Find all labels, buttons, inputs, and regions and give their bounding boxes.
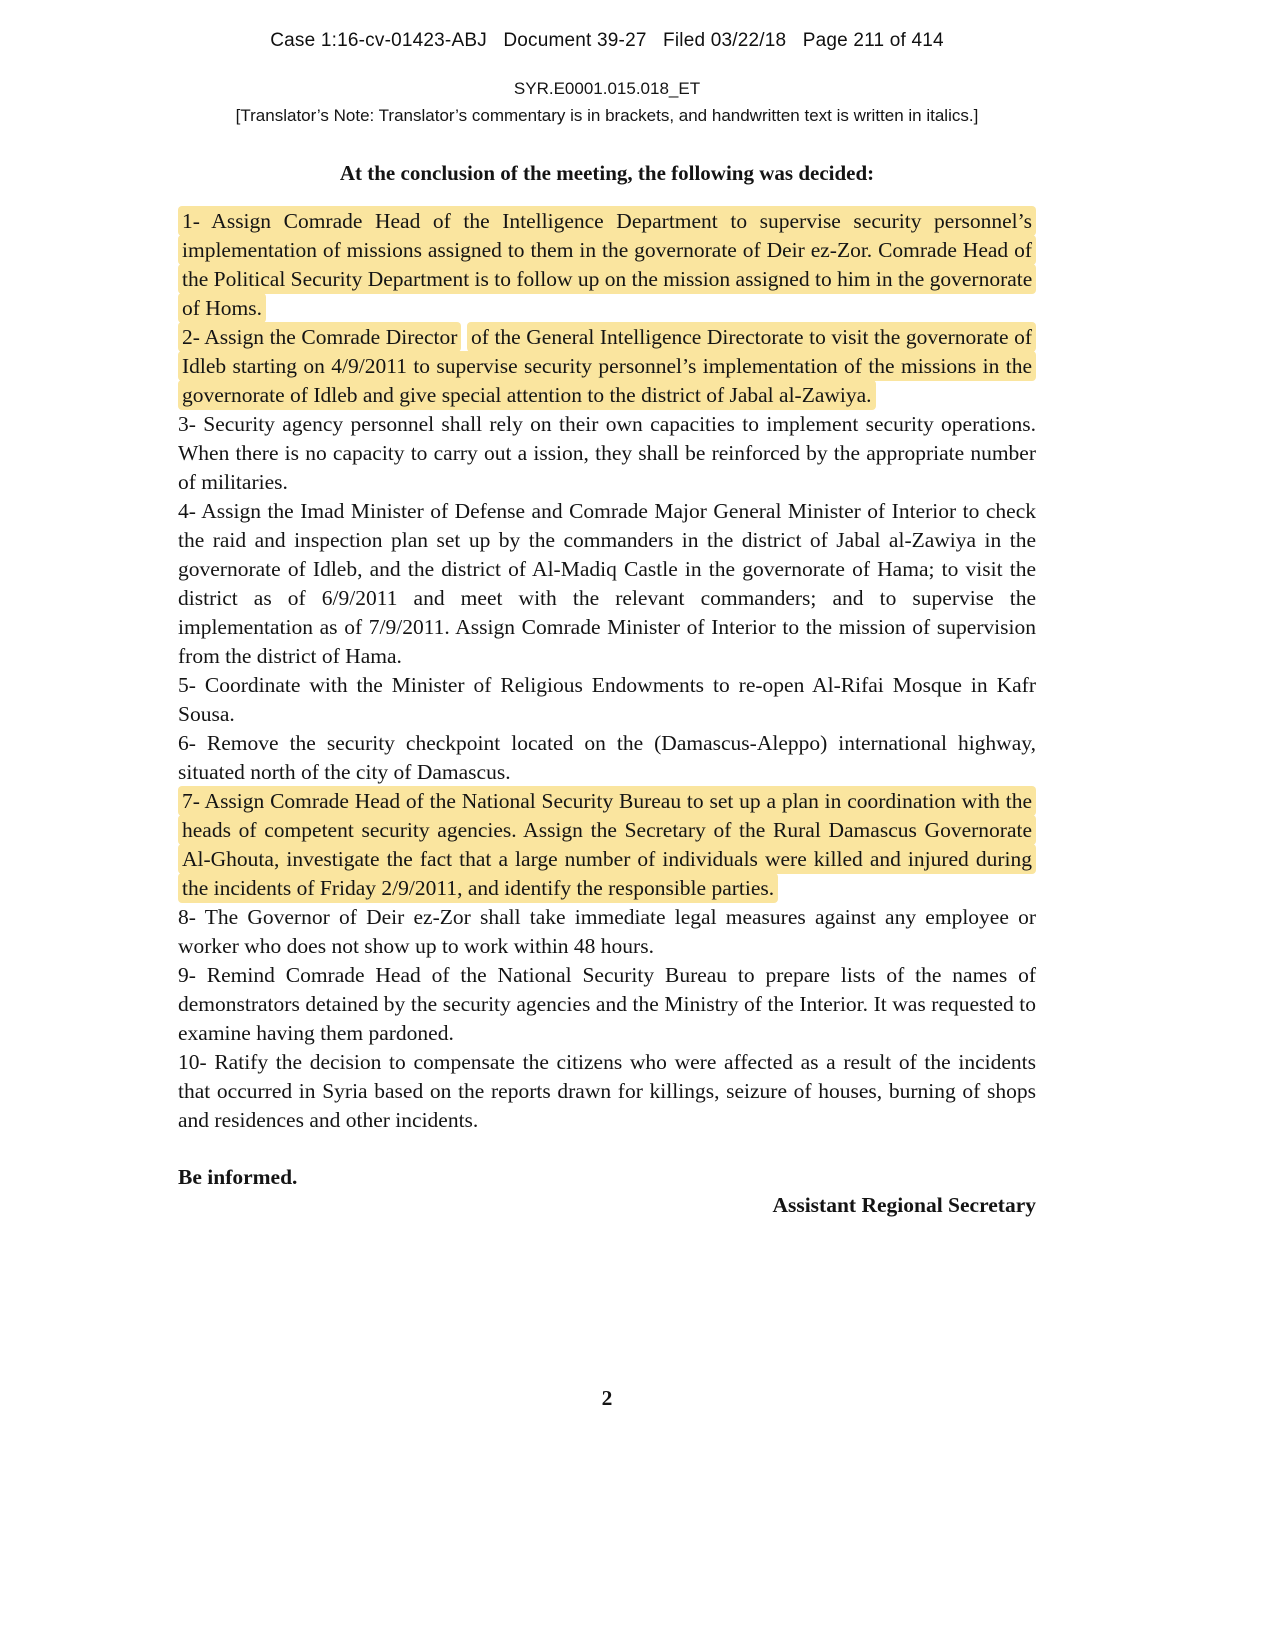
page-header: [178, 30, 1036, 129]
highlighted-text: 1- Assign Comrade Head of the Intelligence Department to supervise security personnel’s implementation of missions assigned to them in the governorate of Deir ez-Zor. Comrade Head of the Political Security Department is to follow up on the mission assigned to him in the governorate of Homs.: [178, 206, 1036, 323]
decision-list: [178, 207, 1036, 1135]
body-text: 3- Security agency personnel shall rely on their own capacities to implement security operations. When there is no capacity to carry out a ission, they shall be reinforced by the appropriate number of militaries.: [178, 412, 1036, 494]
body-text: 4- Assign the Imad Minister of Defense and Comrade Major General Minister of Interior to check the raid and inspection plan set up by the commanders in the district of Jabal al-Zawiya in the governorate of Idleb, and the district of Al-Madiq Castle in the governorate of Hama; to visit the district as of 6/9/2011 and meet with the relevant commanders; and to supervise the implementation as of 7/9/2011. Assign Comrade Minister of Interior to the mission of supervision from the district of Hama.: [178, 499, 1036, 668]
body-text: 5- Coordinate with the Minister of Religious Endowments to re-open Al-Rifai Mosque in Kafr Sousa.: [178, 673, 1036, 726]
highlighted-text: of the General Intelligence Directorate to visit the governorate of Idleb starting on 4/9/2011 to supervise security personnel’s implementation of the missions in the governorate of Idleb and give special attention to the district of Jabal al-Zawiya.: [178, 322, 1036, 410]
decision-item-5: [178, 671, 1036, 729]
signature-title: Assistant Regional Secretary: [772, 1193, 1036, 1217]
body-text: 9- Remind Comrade Head of the National Security Bureau to prepare lists of the names of demonstrators detained by the security agencies and the Ministry of the Interior. It was requested to examine having them pardoned.: [178, 963, 1036, 1045]
decision-item-2: [178, 323, 1036, 410]
highlighted-text: 2- Assign the Comrade Director: [178, 322, 461, 352]
decision-item-9: [178, 961, 1036, 1048]
translator-note: [Translator’s Note: Translator’s commentary is in brackets, and handwritten text is written in italics.]: [235, 106, 979, 125]
decision-item-10: [178, 1048, 1036, 1135]
highlighted-text: 7- Assign Comrade Head of the National Security Bureau to set up a plan in coordination with the heads of competent security agencies. Assign the Secretary of the Rural Damascus Governorate Al-Ghouta, investigate the fact that a large number of individuals were killed and injured during the incidents of Friday 2/9/2011, and identify the responsible parties.: [178, 786, 1036, 903]
decision-item-1: [178, 207, 1036, 323]
decision-item-7: [178, 787, 1036, 903]
decision-item-6: [178, 729, 1036, 787]
section-heading: At the conclusion of the meeting, the following was decided:: [339, 161, 875, 185]
body-text: 6- Remove the security checkpoint located on the (Damascus-Aleppo) international highway, situated north of the city of Damascus.: [178, 731, 1036, 784]
decision-item-3: [178, 410, 1036, 497]
closing-line: Be informed.: [178, 1165, 298, 1189]
body-text: 8- The Governor of Deir ez-Zor shall take immediate legal measures against any employee or worker who does not show up to work within 48 hours.: [178, 905, 1036, 958]
decision-item-4: [178, 497, 1036, 671]
body-text: 10- Ratify the decision to compensate the citizens who were affected as a result of the incidents that occurred in Syria based on the reports drawn for killings, seizure of houses, burning of shops and residences and other incidents.: [178, 1050, 1036, 1132]
court-filing-header: Case 1:16-cv-01423-ABJ Document 39-27 Filed 03/22/18 Page 211 of 414: [270, 30, 944, 51]
document-id: SYR.E0001.015.018_ET: [513, 79, 701, 98]
decision-item-8: [178, 903, 1036, 961]
page-number: 2: [601, 1386, 613, 1410]
